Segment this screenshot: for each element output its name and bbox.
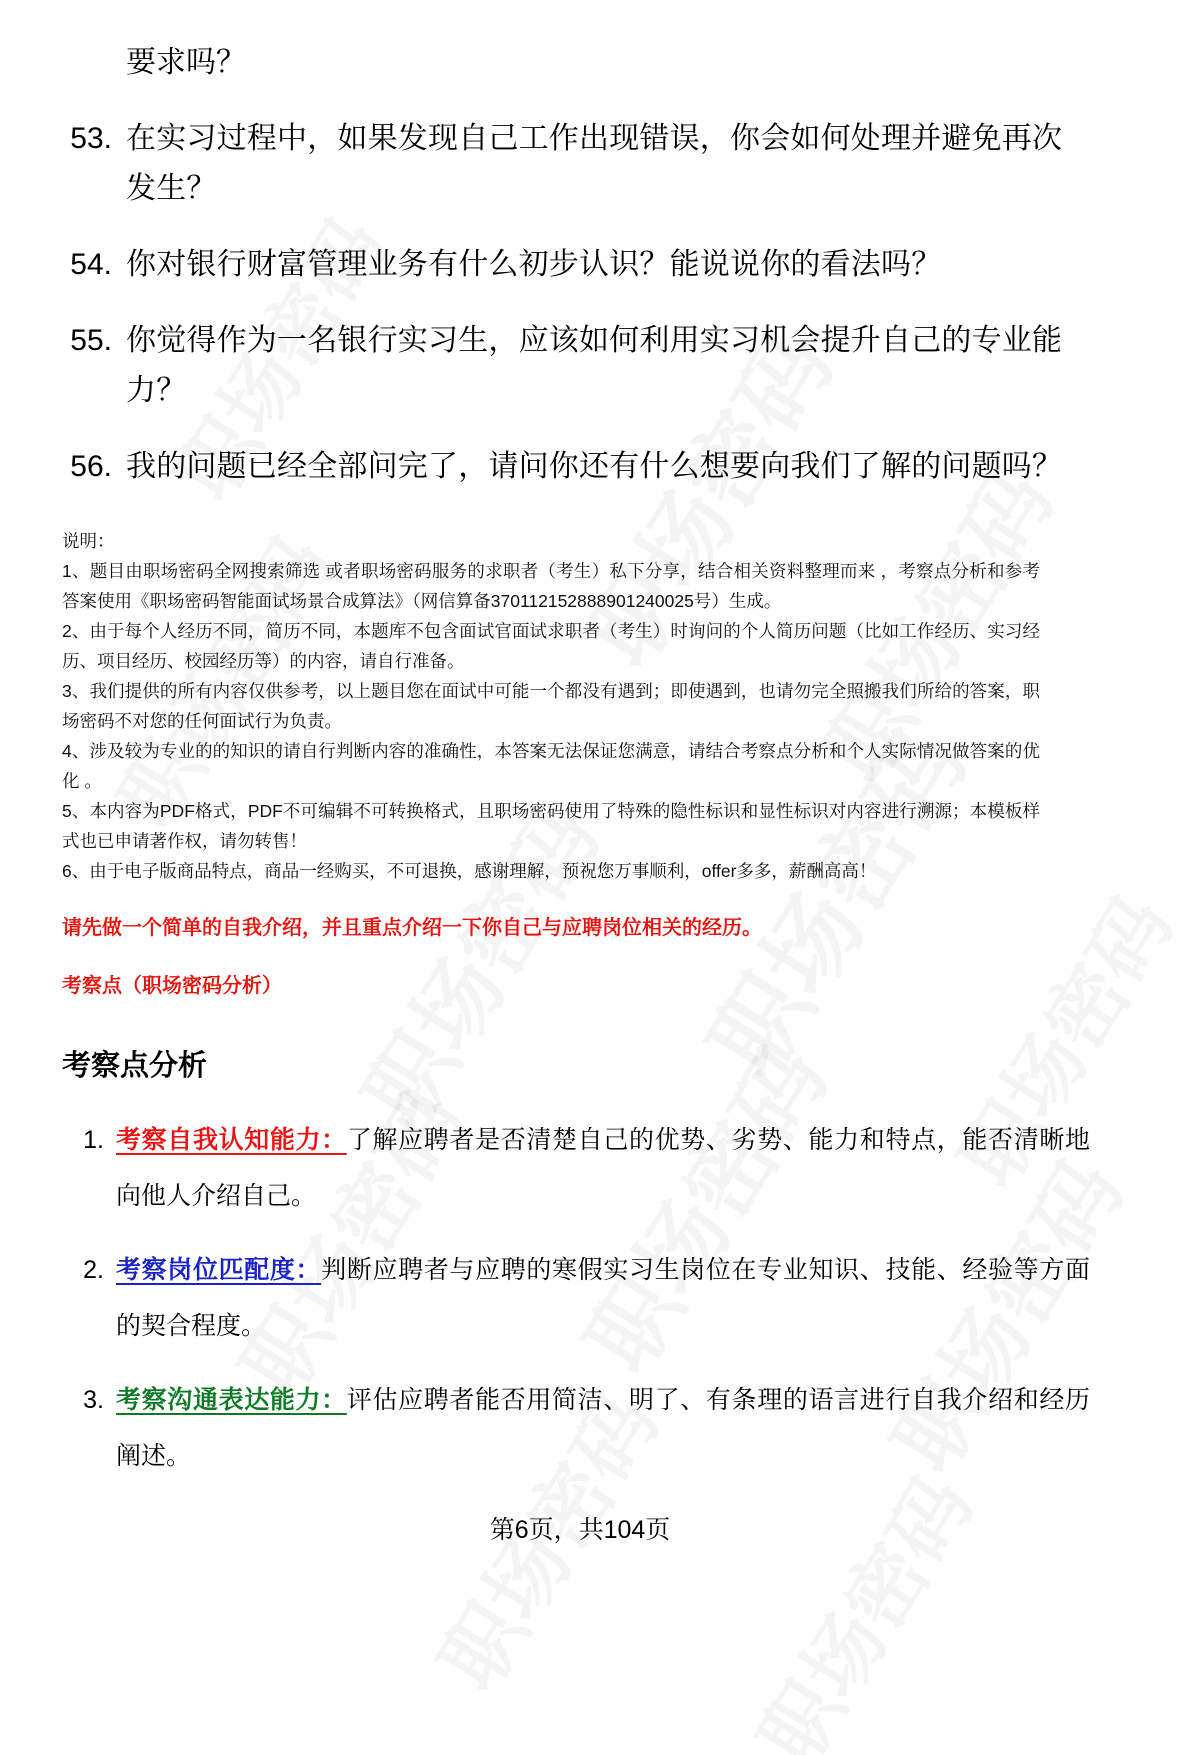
question-list <box>46 114 1090 492</box>
question-text: 在实习过程中，如果发现自己工作出现错误，你会如何处理并避免再次发生？ <box>126 122 1063 205</box>
question-item <box>46 240 1090 290</box>
analysis-keyword: 考察岗位匹配度： <box>116 1256 322 1284</box>
question-item <box>46 316 1090 416</box>
analysis-subtitle: 考察点（职场密码分析） <box>62 975 282 997</box>
analysis-number: 3. <box>83 1386 104 1414</box>
page-footer: 第6页，共104页 <box>489 1516 671 1544</box>
analysis-body <box>116 1112 1090 1224</box>
analysis-body <box>116 1242 1090 1354</box>
question-number: 55. <box>70 324 112 357</box>
analysis-keyword: 考察沟通表达能力： <box>116 1386 347 1414</box>
analysis-item <box>46 1112 1090 1224</box>
analysis-number: 2. <box>83 1256 104 1284</box>
notes-line: 2、由于每个人经历不同，简历不同，本题库不包含面试官面试求职者（考生）时询问的个人简历问题（比如工作经历、实习经历、项目经历、校园经历等）的内容，请自行准备。 <box>62 621 1040 671</box>
analysis-list <box>46 1112 1090 1484</box>
interview-prompt-question: 请先做一个简单的自我介绍，并且重点介绍一下你自己与应聘岗位相关的经历。 <box>62 917 762 939</box>
question-text: 我的问题已经全部问完了，请问你还有什么想要向我们了解的问题吗？ <box>126 450 1063 483</box>
question-item <box>46 114 1090 214</box>
question-text: 你觉得作为一名银行实习生，应该如何利用实习机会提升自己的专业能力？ <box>126 324 1063 407</box>
analysis-body <box>116 1372 1090 1484</box>
section-title-analysis: 考察点分析 <box>62 1050 208 1082</box>
question-number: 56. <box>70 450 112 483</box>
analysis-item <box>46 1242 1090 1354</box>
analysis-text: 判断应聘者与应聘的寒假实习生岗位在专业知识、技能、经验等方面的契合程度。 <box>116 1256 1090 1340</box>
analysis-keyword: 考察自我认知能力： <box>116 1126 347 1154</box>
notes-line: 5、本内容为PDF格式，PDF不可编辑不可转换格式，且职场密码使用了特殊的隐性标识和显性标识对内容进行溯源；本模板样式也已申请著作权，请勿转售！ <box>62 801 1040 851</box>
question-number: 53. <box>70 122 112 155</box>
question-text: 你对银行财富管理业务有什么初步认识？能说说你的看法吗？ <box>126 248 942 281</box>
analysis-text: 评估应聘者能否用简洁、明了、有条理的语言进行自我介绍和经历阐述。 <box>116 1386 1090 1470</box>
carryover-question-line: 要求吗？ <box>126 46 246 79</box>
question-number: 54. <box>70 248 112 281</box>
question-item <box>46 442 1090 492</box>
notes-block <box>46 526 1090 886</box>
analysis-number: 1. <box>83 1126 104 1154</box>
notes-line: 6、由于电子版商品特点，商品一经购买，不可退换，感谢理解，预祝您万事顺利，offer多多，薪酬高高！ <box>62 861 877 881</box>
notes-line: 4、涉及较为专业的的知识的请自行判断内容的准确性，本答案无法保证您满意，请结合考察点分析和个人实际情况做答案的优化 。 <box>62 741 1040 791</box>
notes-heading: 说明： <box>62 531 115 551</box>
analysis-item <box>46 1372 1090 1484</box>
notes-line: 1、题目由职场密码全网搜索筛选 或者职场密码服务的求职者（考生）私下分享，结合相关资料整理而来 ，考察点分析和参考答案使用《职场密码智能面试场景合成算法》（网信算备370112152888901240025号）生成。 <box>62 561 1040 611</box>
notes-line: 3、我们提供的所有内容仅供参考，以上题目您在面试中可能一个都没有遇到；即使遇到，也请勿完全照搬我们所给的答案，职场密码不对您的任何面试行为负责。 <box>62 681 1040 731</box>
analysis-text: 了解应聘者是否清楚自己的优势、劣势、能力和特点，能否清晰地向他人介绍自己。 <box>116 1126 1090 1210</box>
watermark-text <box>726 1451 993 1755</box>
